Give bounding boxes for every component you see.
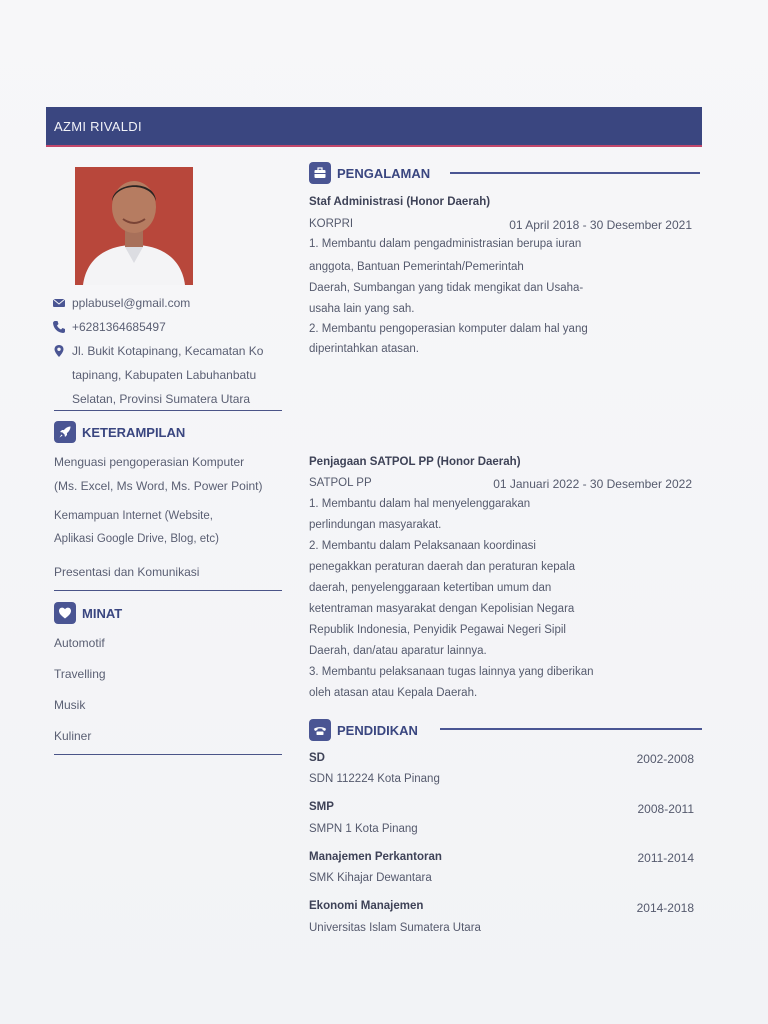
edu-2-years: 2008-2011 [637,802,694,816]
job-1-date: 01 April 2018 - 30 Desember 2021 [509,218,692,232]
job-2-desc-line-10: oleh atasan atau Kepala Daerah. [309,687,478,699]
skills-title: KETERAMPILAN [82,424,186,440]
job-2-title: Penjagaan SATPOL PP (Honor Daerah) [309,456,521,468]
job-1-desc-line-3: Daerah, Sumbangan yang tidak mengikat dan Usaha- [309,282,584,294]
job-1-title: Staf Administrasi (Honor Daerah) [309,196,491,208]
experience-title: PENGALAMAN [337,165,431,181]
edu-4-level: Ekonomi Manajemen [309,900,424,912]
edu-3-level: Manajemen Perkantoran [309,851,442,863]
edu-4-school: Universitas Islam Sumatera Utara [309,922,481,934]
skill-item-1-line-2: (Ms. Excel, Ms Word, Ms. Power Point) [54,479,263,493]
phone-icon [52,320,66,334]
briefcase-icon [309,162,331,184]
map-pin-icon [52,344,66,358]
experience-section-title [309,162,430,184]
job-1-desc-line-1: 1. Membantu dalam pengadministrasian berupa iuran [309,238,582,250]
envelope-icon [52,296,66,310]
education-title: PENDIDIKAN [337,722,418,738]
skill-item-2-line-1: Kemampuan Internet (Website, [54,510,213,522]
job-2-desc-line-6: ketentraman masyarakat dengan Kepolisian Negara [309,603,575,615]
edu-1-level: SD [309,752,325,764]
address-line-1: Jl. Bukit Kotapinang, Kecamatan Ko [72,344,264,358]
rocket-icon [54,421,76,443]
edu-3-school: SMK Kihajar Dewantara [309,872,432,884]
heart-icon [54,602,76,624]
edu-1-school: SDN 112224 Kota Pinang [309,773,440,785]
job-1-org: KORPRI [309,218,354,230]
skill-item-3: Presentasi dan Komunikasi [54,565,200,579]
education-section-title [309,719,418,741]
job-2-desc-line-1: 1. Membantu dalam hal menyelenggarakan [309,498,531,510]
job-1-desc-line-5: 2. Membantu pengoperasian komputer dalam hal yang [309,323,588,335]
edu-4-years: 2014-2018 [636,901,694,915]
job-1-desc-line-4: usaha lain yang sah. [309,303,415,315]
edu-1-years: 2002-2008 [636,752,694,766]
edu-2-school: SMPN 1 Kota Pinang [309,823,418,835]
phone-text: +6281364685497 [72,320,166,334]
experience-title-line [450,172,700,174]
skill-item-1-line-1: Menguasi pengoperasian Komputer [54,455,245,469]
skills-divider [54,590,282,591]
phone-handset-icon [309,719,331,741]
interests-divider [54,754,282,755]
name-header-bar [46,107,702,147]
edu-2-level: SMP [309,801,334,813]
job-2-desc-line-9: 3. Membantu pelaksanaan tugas lainnya yang diberikan [309,666,594,678]
job-1-desc-line-2: anggota, Bantuan Pemerintah/Pemerintah [309,261,524,273]
job-1-desc-line-6: diperintahkan atasan. [309,343,419,355]
contact-divider [54,410,282,411]
education-title-line [440,728,702,730]
interest-item-4: Kuliner [54,729,92,743]
skill-item-2-line-2: Aplikasi Google Drive, Blog, etc) [54,533,219,545]
job-2-desc-line-5: daerah, penyelenggaraan ketertiban umum dan [309,582,552,594]
interest-item-3: Musik [54,698,86,712]
interests-section-title [54,602,122,624]
profile-photo [75,167,193,285]
interest-item-1: Automotif [54,636,105,650]
job-2-date: 01 Januari 2022 - 30 Desember 2022 [493,477,692,491]
candidate-name: AZMI RIVALDI [54,119,142,134]
skills-section-title [54,421,185,443]
address-line-2: tapinang, Kabupaten Labuhanbatu [72,368,257,382]
interests-title: MINAT [82,605,123,621]
interest-item-2: Travelling [54,667,106,681]
job-2-desc-line-2: perlindungan masyarakat. [309,519,442,531]
address-line-3: Selatan, Provinsi Sumatera Utara [72,392,251,406]
job-2-org: SATPOL PP [309,477,372,489]
edu-3-years: 2011-2014 [637,851,694,865]
job-2-desc-line-3: 2. Membantu dalam Pelaksanaan koordinasi [309,540,536,552]
job-2-desc-line-8: Daerah, dan/atau aparatur lainnya. [309,645,487,657]
job-2-desc-line-4: penegakkan peraturan daerah dan peraturan kepala [309,561,575,573]
job-2-desc-line-7: Republik Indonesia, Penyidik Pegawai Negeri Sipil [309,624,566,636]
email-text: pplabusel@gmail.com [72,296,191,310]
